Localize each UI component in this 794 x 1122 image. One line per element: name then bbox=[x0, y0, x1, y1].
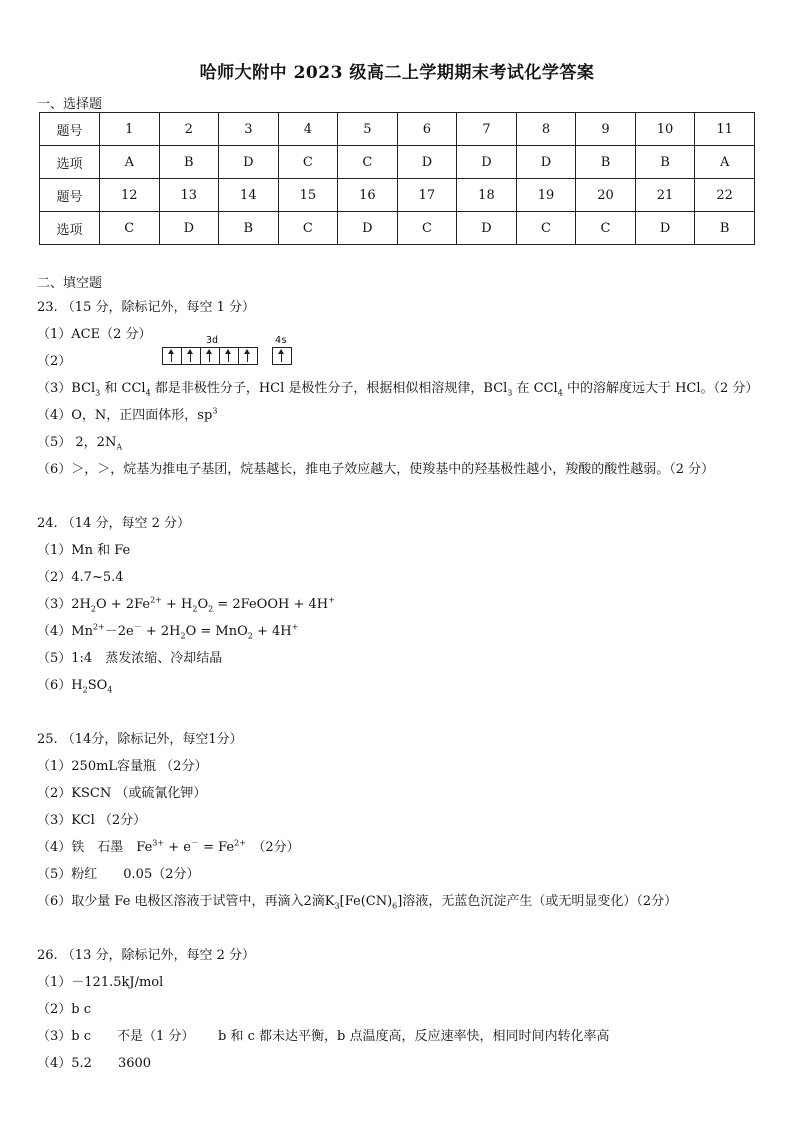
q25-answer-2: （2）KSCN （或硫氰化钾） bbox=[37, 786, 207, 801]
table-cell: 14 bbox=[219, 179, 279, 212]
orbital-box bbox=[201, 347, 220, 365]
row-header: 题号 bbox=[40, 113, 100, 146]
q25-answer-4: （4）铁 石墨 $Fe^{3+} + e^- = Fe^{2+}$ （2分） bbox=[37, 838, 300, 855]
page-title: 哈师大附中 2023 级高二上学期期末考试化学答案 bbox=[199, 63, 595, 83]
row-header: 选项 bbox=[40, 146, 100, 179]
table-cell: C bbox=[278, 146, 338, 179]
q23-answer-4: （4）O，N，正四面体形，$sp^3$ bbox=[37, 406, 218, 423]
table-cell: 10 bbox=[635, 113, 695, 146]
table-cell: C bbox=[576, 212, 636, 245]
q24-heading: 24. （14 分，每空 2 分） bbox=[37, 516, 191, 531]
table-cell: 12 bbox=[100, 179, 160, 212]
q25-answer-6: （6）取少量 Fe 电极区溶液于试管中，再滴入2滴$K_3[Fe(CN)_6]$溶液，无蓝色沉淀产生（或无明显变化）（2分） bbox=[37, 894, 678, 911]
table-cell: C bbox=[397, 212, 457, 245]
table-cell: 8 bbox=[516, 113, 576, 146]
q26-answer-1: （1）－121.5kJ/mol bbox=[37, 975, 164, 990]
table-row bbox=[40, 179, 755, 212]
orbital-box bbox=[162, 347, 182, 365]
section-fill-heading: 二、填空题 bbox=[37, 276, 103, 291]
table-cell: A bbox=[100, 146, 160, 179]
table-row bbox=[40, 212, 755, 245]
table-cell: D bbox=[338, 212, 398, 245]
q23-heading: 23. （15 分，除标记外，每空 1 分） bbox=[37, 300, 256, 315]
q23-answer-5: （5） 2，$2N_A$ bbox=[37, 435, 123, 452]
orbital-box bbox=[272, 347, 292, 365]
answer-table bbox=[39, 112, 755, 245]
table-cell: B bbox=[159, 146, 219, 179]
table-cell: B bbox=[576, 146, 636, 179]
table-cell: B bbox=[695, 212, 755, 245]
q24-answer-6: $(6)H_2SO_4$ bbox=[37, 678, 113, 695]
table-cell: 2 bbox=[159, 113, 219, 146]
up-arrow-icon bbox=[247, 350, 248, 362]
table-cell: 3 bbox=[219, 113, 279, 146]
row-header: 选项 bbox=[40, 212, 100, 245]
table-cell: A bbox=[695, 146, 755, 179]
orbital-box bbox=[239, 347, 258, 365]
q24-answer-2: （2）4.7~5.4 bbox=[37, 570, 124, 585]
table-cell: 17 bbox=[397, 179, 457, 212]
row-header: 题号 bbox=[40, 179, 100, 212]
table-cell: C bbox=[278, 212, 338, 245]
table-cell: 11 bbox=[695, 113, 755, 146]
table-cell: C bbox=[100, 212, 160, 245]
q24-answer-3: $(3)2H_2O + 2Fe^{2+} + H_2O_2$ = 2FeOOH + 4H+ bbox=[37, 595, 335, 614]
up-arrow-icon bbox=[171, 350, 172, 362]
table-cell: C bbox=[338, 146, 398, 179]
q24-answer-1: （1）Mn 和 Fe bbox=[37, 543, 131, 558]
table-cell: 21 bbox=[635, 179, 695, 212]
q26-answer-4: （4）5.2 3600 bbox=[37, 1056, 152, 1071]
up-arrow-icon bbox=[209, 350, 210, 362]
table-cell: C bbox=[516, 212, 576, 245]
orbital-3d-label: 3d bbox=[206, 335, 219, 346]
table-cell: 22 bbox=[695, 179, 755, 212]
q23-answer-2: （2） bbox=[37, 354, 72, 369]
table-cell: D bbox=[635, 212, 695, 245]
q23-answer-6: （6）＞，＞，烷基为推电子基团，烷基越长，推电子效应越大，使羧基中的羟基极性越小，羧酸的酸性越弱。（2 分） bbox=[37, 462, 715, 477]
up-arrow-icon bbox=[281, 350, 282, 362]
table-cell: 9 bbox=[576, 113, 636, 146]
orbital-diagram-4s bbox=[272, 347, 292, 365]
table-cell: B bbox=[635, 146, 695, 179]
q23-answer-1: （1）ACE（2 分） bbox=[37, 327, 152, 342]
orbital-box bbox=[182, 347, 201, 365]
q23-answer-3: （3）BCl$_3$ 和 CCl$_4$ 都是非极性分子，HCl 是极性分子，根据相似相溶规律，BCl$_3$ 在 CCl$_4$ 中的溶解度远大于 HCl。（2 分） bbox=[37, 381, 759, 398]
table-cell: D bbox=[457, 212, 517, 245]
table-cell: 18 bbox=[457, 179, 517, 212]
q26-answer-2: （2）b c bbox=[37, 1002, 92, 1017]
table-row bbox=[40, 113, 755, 146]
q25-answer-3: （3）KCl （2分） bbox=[37, 813, 147, 828]
up-arrow-icon bbox=[190, 350, 191, 362]
table-cell: D bbox=[516, 146, 576, 179]
orbital-4s-label: 4s bbox=[275, 335, 288, 346]
table-cell: 4 bbox=[278, 113, 338, 146]
up-arrow-icon bbox=[228, 350, 229, 362]
section-choice-heading: 一、选择题 bbox=[37, 97, 103, 112]
q24-answer-5: （5）1:4 蒸发浓缩、冷却结晶 bbox=[37, 651, 223, 666]
orbital-box bbox=[220, 347, 239, 365]
table-cell: 16 bbox=[338, 179, 398, 212]
table-row bbox=[40, 146, 755, 179]
table-cell: 1 bbox=[100, 113, 160, 146]
table-cell: 6 bbox=[397, 113, 457, 146]
q26-answer-3: （3）b c 不是（1 分） b 和 c 都未达平衡，b 点温度高，反应速率快，相同时间内转化率高 bbox=[37, 1029, 610, 1044]
table-cell: D bbox=[159, 212, 219, 245]
table-cell: 20 bbox=[576, 179, 636, 212]
table-cell: 13 bbox=[159, 179, 219, 212]
table-cell: D bbox=[219, 146, 279, 179]
table-cell: 5 bbox=[338, 113, 398, 146]
table-cell: 15 bbox=[278, 179, 338, 212]
table-cell: 7 bbox=[457, 113, 517, 146]
q25-answer-5: （5）粉红 0.05（2分） bbox=[37, 867, 200, 882]
orbital-diagram-3d bbox=[162, 347, 258, 365]
table-cell: D bbox=[457, 146, 517, 179]
q25-answer-1: （1）250mL容量瓶 （2分） bbox=[37, 759, 208, 774]
table-cell: 19 bbox=[516, 179, 576, 212]
table-cell: B bbox=[219, 212, 279, 245]
table-cell: D bbox=[397, 146, 457, 179]
q24-answer-4: $(4)Mn^{2+}-2e^- + 2H_2O = MnO_2 + 4H^+$ bbox=[37, 622, 299, 641]
q25-heading: 25. （14分，除标记外，每空1分） bbox=[37, 732, 243, 747]
q26-heading: 26. （13 分，除标记外，每空 2 分） bbox=[37, 948, 256, 963]
